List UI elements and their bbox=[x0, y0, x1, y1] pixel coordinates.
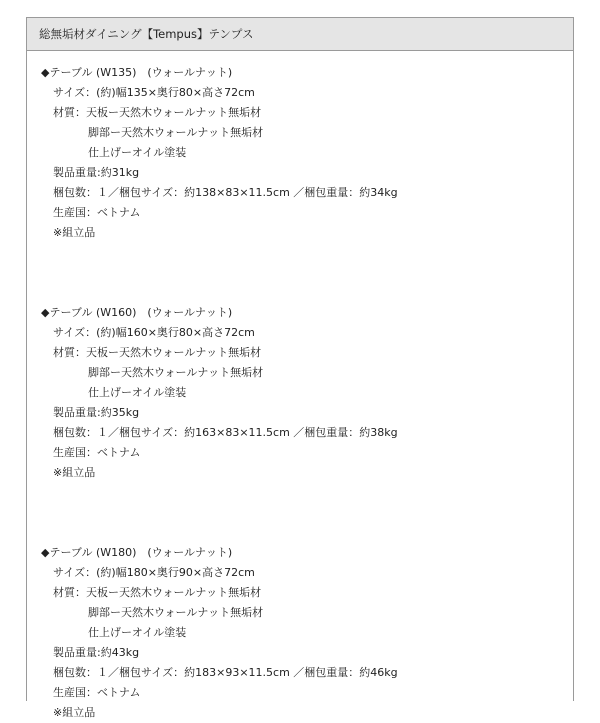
product-heading: ◆テーブル (W160) (ウォールナット) bbox=[41, 306, 233, 319]
product-assembly-note: ※組立品 bbox=[53, 706, 96, 719]
product-spacer bbox=[41, 243, 563, 303]
product-size: サイズ：(約)幅160×奥行80×高さ72cm bbox=[53, 326, 255, 339]
product-spacer bbox=[41, 483, 563, 543]
product-spec-w160 bbox=[41, 303, 563, 483]
product-spec-w135 bbox=[41, 63, 563, 243]
product-packing: 梱包数：１／梱包サイズ：約163×83×11.5cm ／梱包重量：約38kg bbox=[53, 426, 398, 439]
product-packing: 梱包数：１／梱包サイズ：約183×93×11.5cm ／梱包重量：約46kg bbox=[53, 666, 398, 679]
product-material-top: 材質：天板ー天然木ウォールナット無垢材 bbox=[53, 106, 262, 119]
product-heading: ◆テーブル (W180) (ウォールナット) bbox=[41, 546, 233, 559]
product-material-legs: 脚部ー天然木ウォールナット無垢材 bbox=[88, 126, 264, 139]
product-weight: 製品重量:約35kg bbox=[53, 406, 140, 419]
product-spec-w180 bbox=[41, 543, 563, 723]
spec-content bbox=[41, 63, 563, 723]
spec-panel bbox=[26, 17, 574, 719]
product-assembly-note: ※組立品 bbox=[53, 466, 96, 479]
product-weight: 製品重量:約43kg bbox=[53, 646, 140, 659]
panel-title-bar bbox=[27, 18, 573, 51]
panel-title: 総無垢材ダイニング【Tempus】テンプス bbox=[39, 27, 254, 41]
product-weight: 製品重量:約31kg bbox=[53, 166, 140, 179]
product-material-legs: 脚部ー天然木ウォールナット無垢材 bbox=[88, 366, 264, 379]
product-material-top: 材質：天板ー天然木ウォールナット無垢材 bbox=[53, 586, 262, 599]
product-packing: 梱包数：１／梱包サイズ：約138×83×11.5cm ／梱包重量：約34kg bbox=[53, 186, 398, 199]
product-finish: 仕上げーオイル塗装 bbox=[88, 146, 187, 159]
product-size: サイズ：(約)幅180×奥行90×高さ72cm bbox=[53, 566, 255, 579]
product-material-top: 材質：天板ー天然木ウォールナット無垢材 bbox=[53, 346, 262, 359]
product-heading: ◆テーブル (W135) (ウォールナット) bbox=[41, 66, 233, 79]
product-material-legs: 脚部ー天然木ウォールナット無垢材 bbox=[88, 606, 264, 619]
product-origin: 生産国：ベトナム bbox=[53, 446, 141, 459]
product-size: サイズ：(約)幅135×奥行80×高さ72cm bbox=[53, 86, 255, 99]
product-origin: 生産国：ベトナム bbox=[53, 206, 141, 219]
product-finish: 仕上げーオイル塗装 bbox=[88, 386, 187, 399]
product-finish: 仕上げーオイル塗装 bbox=[88, 626, 187, 639]
product-assembly-note: ※組立品 bbox=[53, 226, 96, 239]
product-origin: 生産国：ベトナム bbox=[53, 686, 141, 699]
